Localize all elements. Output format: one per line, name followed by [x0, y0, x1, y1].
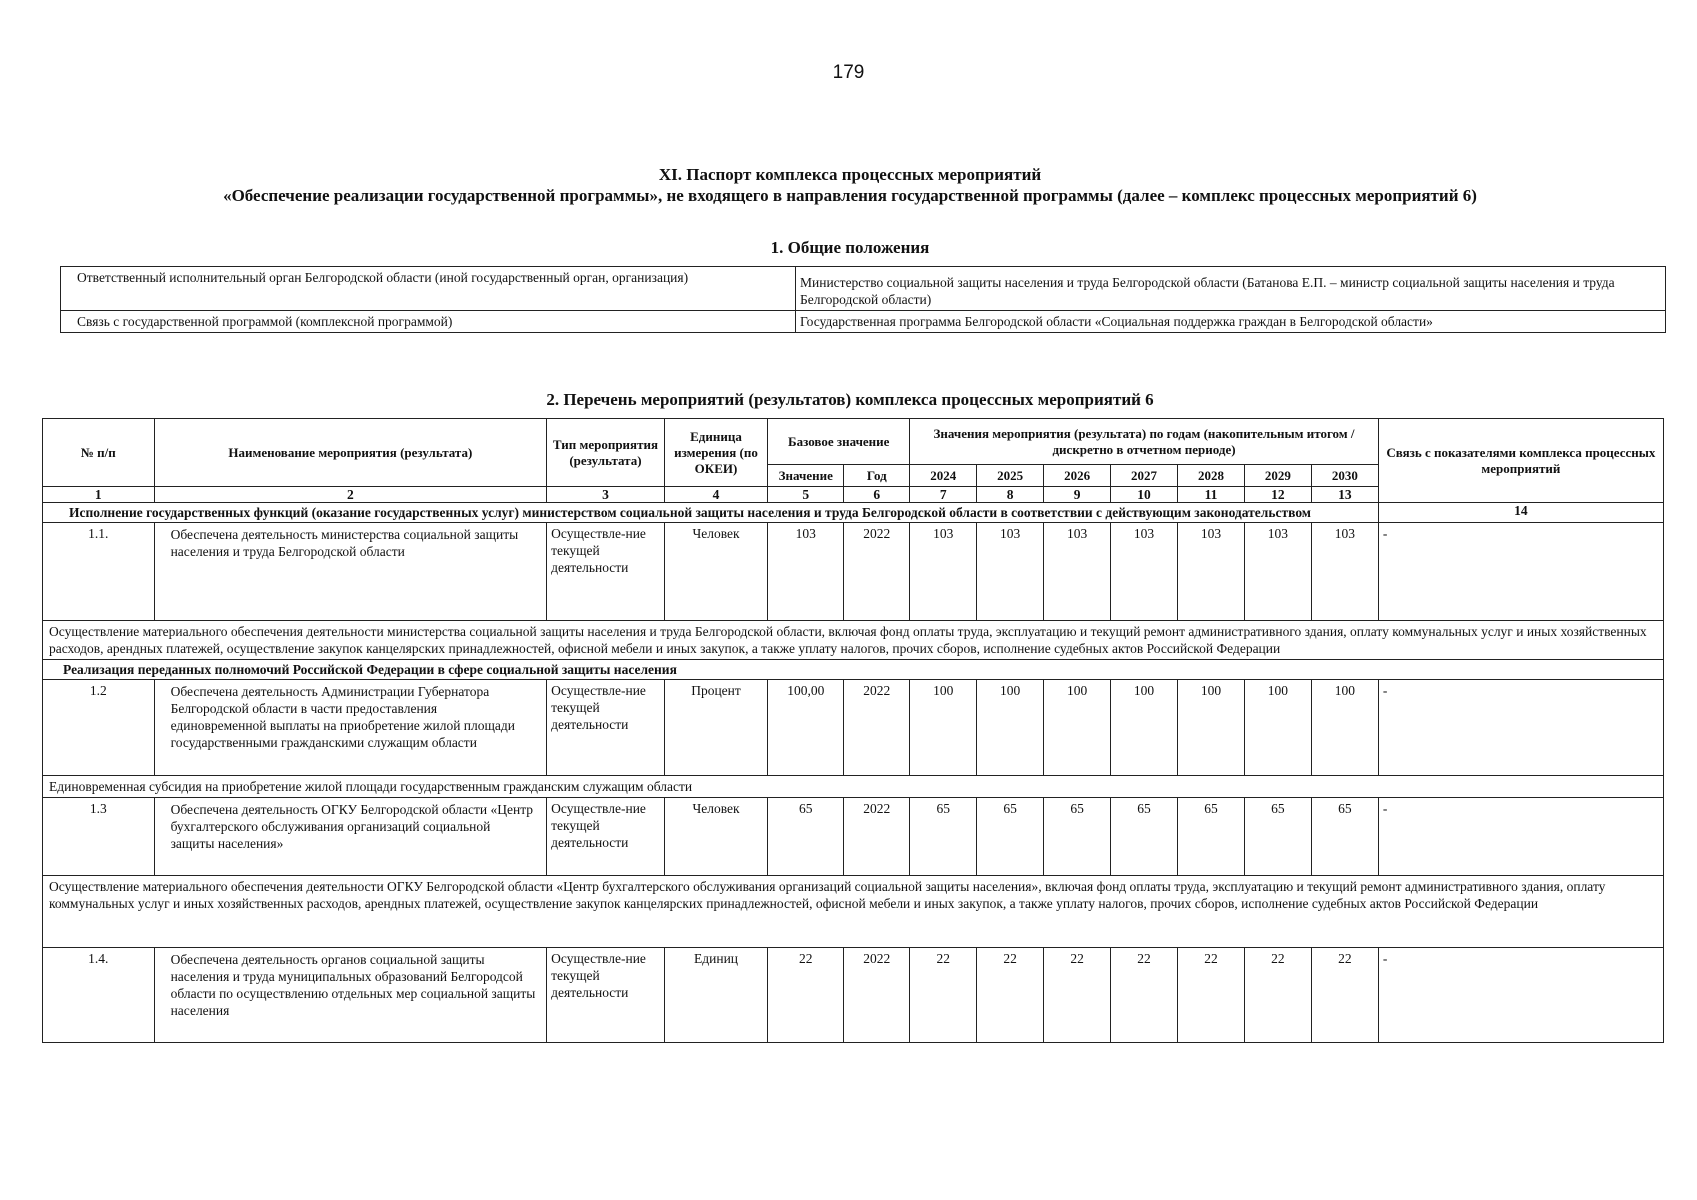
item-value: 65 [1177, 798, 1244, 876]
item-type: Осуществле-ние текущей деятельности [547, 523, 665, 621]
header-year: 2025 [977, 465, 1044, 487]
item-link: - [1378, 680, 1663, 776]
item-value: 65 [910, 798, 977, 876]
section1-title: 1. Общие положения [770, 238, 930, 257]
general-label: Связь с государственной программой (комплексной программой) [61, 311, 796, 333]
group-title: Исполнение государственных функций (оказание государственных услуг) министерством социальной защиты населения и труда Белгородской области в соответствии с действующим законодательством [43, 503, 1379, 523]
item-name: Обеспечена деятельность министерства социальной защиты населения и труда Белгородской области [154, 523, 547, 621]
item-base-value: 65 [768, 798, 844, 876]
item-link: - [1378, 523, 1663, 621]
table-row [43, 776, 1664, 798]
section2-title: 2. Перечень мероприятий (результатов) комплекса процессных мероприятий 6 [546, 390, 1154, 409]
column-number: 11 [1177, 487, 1244, 503]
item-base-value: 22 [768, 948, 844, 1043]
item-base-year: 2022 [844, 798, 910, 876]
column-number: 5 [768, 487, 844, 503]
general-row [61, 267, 1666, 311]
item-value: 65 [977, 798, 1044, 876]
item-value: 100 [1177, 680, 1244, 776]
item-link: - [1378, 948, 1663, 1043]
item-base-value: 100,00 [768, 680, 844, 776]
item-value: 22 [1044, 948, 1111, 1043]
item-value: 103 [977, 523, 1044, 621]
column-number: 12 [1244, 487, 1311, 503]
table-row [43, 876, 1664, 948]
column-number: 4 [664, 487, 767, 503]
item-value: 103 [910, 523, 977, 621]
column-number: 13 [1311, 487, 1378, 503]
item-value: 103 [1311, 523, 1378, 621]
header-base-year: Год [844, 465, 910, 487]
column-number: 6 [844, 487, 910, 503]
header-link: Связь с показателями комплекса процессных мероприятий [1378, 419, 1663, 503]
item-num: 1.2 [43, 680, 155, 776]
item-unit: Единиц [664, 948, 767, 1043]
item-type: Осуществле-ние текущей деятельности [547, 680, 665, 776]
general-label: Ответственный исполнительный орган Белгородской области (иной государственный орган, организация) [61, 267, 796, 311]
header-num: № п/п [43, 419, 155, 487]
item-unit: Человек [664, 798, 767, 876]
item-type: Осуществле-ние текущей деятельности [547, 798, 665, 876]
item-name: Обеспечена деятельность Администрации Губернатора Белгородской области в части предоставления единовременной выплаты на приобретение жилой площади государственными гражданскими служащим области [154, 680, 547, 776]
column-number: 8 [977, 487, 1044, 503]
item-value: 65 [1111, 798, 1178, 876]
header-type: Тип мероприятия (результата) [547, 419, 665, 487]
header-year: 2027 [1111, 465, 1178, 487]
table-row [43, 680, 1664, 776]
item-value: 100 [977, 680, 1044, 776]
page-number: 179 [832, 62, 865, 83]
item-value: 65 [1244, 798, 1311, 876]
item-name: Обеспечена деятельность органов социальной защиты населения и труда муниципальных образований Белгородсой области по осуществлению отдельных мер социальной защиты населения [154, 948, 547, 1043]
group-title: Реализация переданных полномочий Российской Федерации в сфере социальной защиты населения [43, 660, 1664, 680]
item-link: - [1378, 798, 1663, 876]
item-value: 100 [1044, 680, 1111, 776]
table-row [43, 523, 1664, 621]
item-value: 22 [1111, 948, 1178, 1043]
item-unit: Процент [664, 680, 767, 776]
general-row [61, 311, 1666, 333]
header-unit: Единица измерения (по ОКЕИ) [664, 419, 767, 487]
header-year: 2030 [1311, 465, 1378, 487]
header-years-title: Значения мероприятия (результата) по годам (накопительным итогом / дискретно в отчетном периоде) [910, 419, 1379, 465]
item-unit: Человек [664, 523, 767, 621]
general-provisions-table [60, 266, 1666, 333]
table-row [43, 948, 1664, 1043]
item-note: Единовременная субсидия на приобретение жилой площади государственным гражданским служащим области [43, 776, 1664, 798]
header-base-value: Значение [768, 465, 844, 487]
header-year: 2029 [1244, 465, 1311, 487]
item-value: 100 [1244, 680, 1311, 776]
header-year: 2024 [910, 465, 977, 487]
column-number: 9 [1044, 487, 1111, 503]
item-base-year: 2022 [844, 680, 910, 776]
item-value: 100 [1311, 680, 1378, 776]
column-number: 7 [910, 487, 977, 503]
item-base-year: 2022 [844, 948, 910, 1043]
item-num: 1.3 [43, 798, 155, 876]
item-value: 103 [1044, 523, 1111, 621]
document-heading-line1: XI. Паспорт комплекса процессных мероприятий [658, 165, 1042, 184]
item-value: 22 [910, 948, 977, 1043]
item-value: 65 [1044, 798, 1111, 876]
item-note: Осуществление материального обеспечения деятельности министерства социальной защиты населения и труда Белгородской области, включая фонд оплаты труда, эксплуатацию и текущий ремонт административного здания, оплату коммунальных услуг и иных хозяйственных расходов, арендных платежей, осуществление закупок канцелярских принадлежностей, офисной мебели и иных закупок, а также уплату налогов, прочих сборов, исполнение судебных актов Российской Федерации [43, 621, 1664, 660]
item-num: 1.1. [43, 523, 155, 621]
item-base-year: 2022 [844, 523, 910, 621]
item-num: 1.4. [43, 948, 155, 1043]
general-value: Министерство социальной защиты населения и труда Белгородской области (Батанова Е.П. – министр социальной защиты населения и труда Белгородской области) [796, 267, 1666, 311]
document-heading-line2: «Обеспечение реализации государственной программы», не входящего в направления государственной программы (далее – комплекс процессных мероприятий 6) [223, 186, 1477, 205]
header-year: 2026 [1044, 465, 1111, 487]
item-value: 22 [977, 948, 1044, 1043]
general-value: Государственная программа Белгородской области «Социальная поддержка граждан в Белгородской области» [796, 311, 1666, 333]
activities-table [42, 418, 1664, 1043]
item-value: 22 [1244, 948, 1311, 1043]
item-value: 103 [1244, 523, 1311, 621]
table-row [43, 621, 1664, 660]
column-number: 2 [154, 487, 547, 503]
header-year: 2028 [1177, 465, 1244, 487]
item-value: 100 [910, 680, 977, 776]
column-number: 1 [43, 487, 155, 503]
item-base-value: 103 [768, 523, 844, 621]
column-number: 10 [1111, 487, 1178, 503]
header-name: Наименование мероприятия (результата) [154, 419, 547, 487]
column-number: 14 [1378, 503, 1663, 523]
item-type: Осуществле-ние текущей деятельности [547, 948, 665, 1043]
item-name: Обеспечена деятельность ОГКУ Белгородской области «Центр бухгалтерского обслуживания организаций социальной защиты населения» [154, 798, 547, 876]
header-base: Базовое значение [768, 419, 910, 465]
table-row [43, 798, 1664, 876]
item-value: 22 [1311, 948, 1378, 1043]
item-value: 100 [1111, 680, 1178, 776]
item-note: Осуществление материального обеспечения деятельности ОГКУ Белгородской области «Центр бухгалтерского обслуживания организаций социальной защиты населения», включая фонд оплаты труда, эксплуатацию и текущий ремонт административного здания, оплату коммунальных услуг и иных хозяйственных расходов, арендных платежей, осуществление закупок канцелярских принадлежностей, офисной мебели и иных закупок, а также уплату налогов, прочих сборов, исполнение судебных актов Российской Федерации [43, 876, 1664, 948]
item-value: 103 [1111, 523, 1178, 621]
item-value: 65 [1311, 798, 1378, 876]
column-number: 3 [547, 487, 665, 503]
item-value: 103 [1177, 523, 1244, 621]
item-value: 22 [1177, 948, 1244, 1043]
